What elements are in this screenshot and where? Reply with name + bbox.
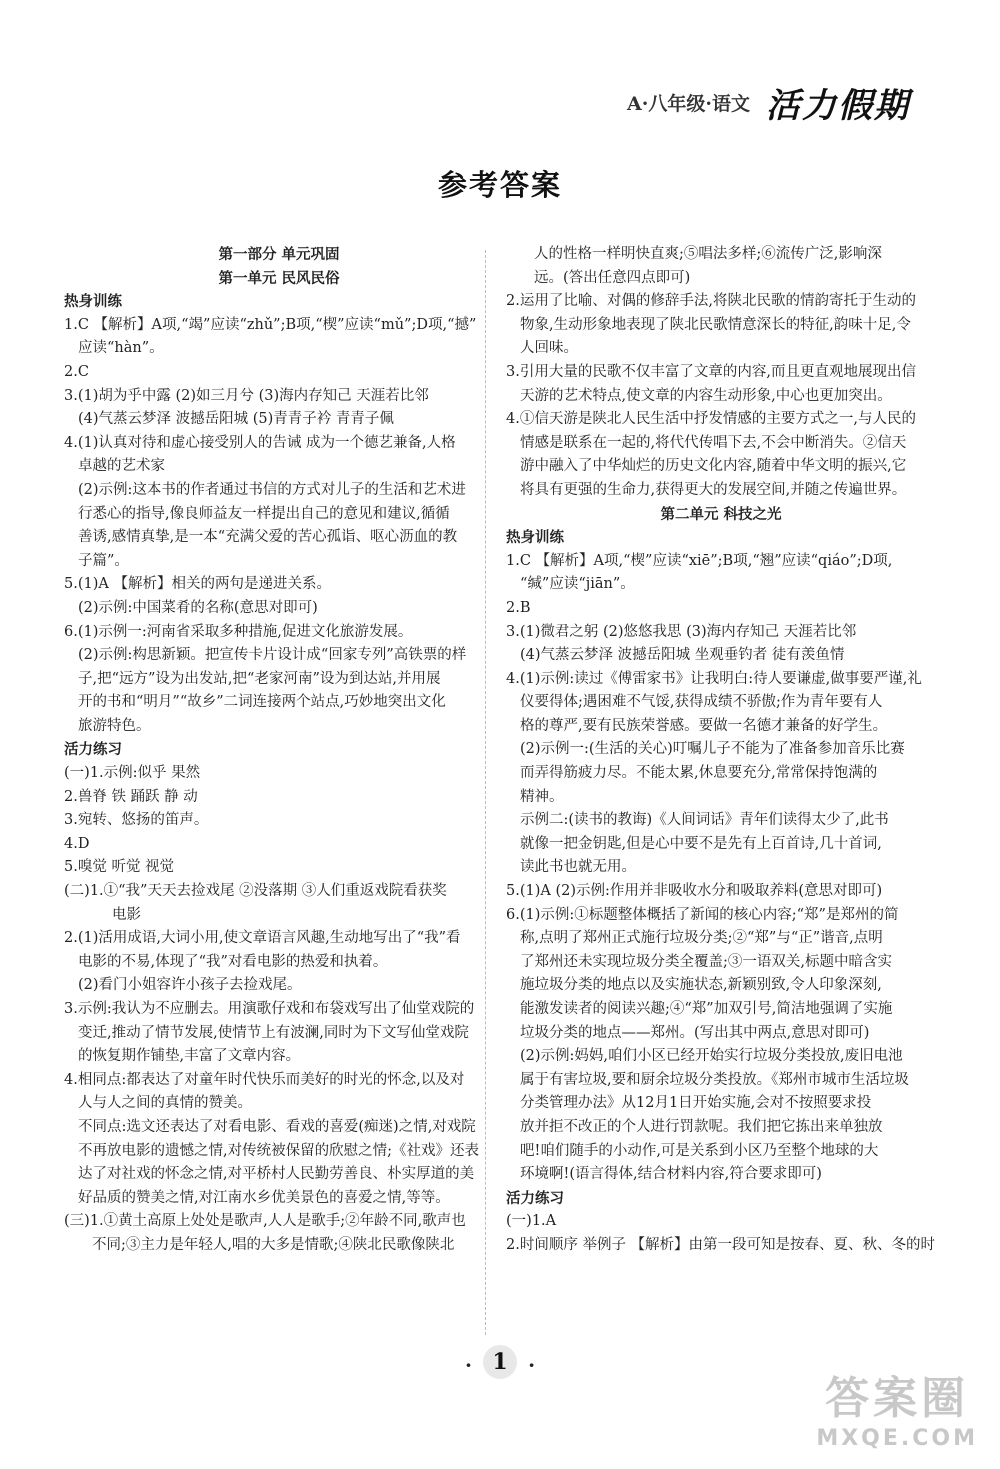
answer-line: 了郑州还未实现垃圾分类全覆盖;③一语双关,标题中暗含实 <box>520 953 892 970</box>
answer-line: 热身训练 <box>64 293 122 311</box>
answer-line: 就像一把金钥匙,但是心中要不是先有上百首诗,几十首词, <box>520 835 882 852</box>
answer-line: 将具有更强的生命力,获得更大的发展空间,并随之传遍世界。 <box>520 481 907 498</box>
answer-line: 远。(答出任意四点即可) <box>534 269 691 286</box>
answer-line: 第一单元 民风民俗 <box>218 269 340 287</box>
answer-line: (2)示例一:(生活的关心)叮嘱儿子不能为了准备参加音乐比赛 <box>520 741 905 758</box>
grade-subject-label: A·八年级·语文 <box>627 93 750 115</box>
watermark <box>816 1362 978 1451</box>
answer-line: 读此书也就无用。 <box>520 859 636 876</box>
answer-line: 4.(1)示例:读过《傅雷家书》让我明白:待人要谦虚,做事要严谨,礼 <box>506 670 922 687</box>
answer-line: 6.(1)示例一:河南省采取多种措施,促进文化旅游发展。 <box>64 623 413 640</box>
answer-line: 开的书和“明月”“故乡”二词连接两个站点,巧妙地突出文化 <box>78 694 446 711</box>
answer-line: 施垃圾分类的地点以及实施状态,新颖别致,令人印象深刻, <box>520 977 882 994</box>
answer-line: 6.(1)示例:①标题整体概括了新闻的核心内容;“郑”是郑州的简 <box>506 906 899 923</box>
answer-line: 格的尊严,要有民族荣誉感。要做一名德才兼备的好学生。 <box>520 717 888 734</box>
answer-line: (2)示例:中国菜肴的名称(意思对即可) <box>78 599 318 616</box>
answer-line: 电影的不易,体现了“我”对看电影的热爱和执着。 <box>78 953 388 970</box>
answer-line: (4)气蒸云梦泽 波撼岳阳城 坐观垂钓者 徒有羡鱼情 <box>520 647 845 664</box>
answer-line: 情感是联系在一起的,将代代传唱下去,不会中断消失。②信天 <box>520 434 907 451</box>
answer-line: 天游的艺术特点,使文章的内容生动形象,中心也更加突出。 <box>520 387 892 404</box>
answer-line: 2.(1)活用成语,大词小用,使文章语言风趣,生动地写出了“我”看 <box>64 930 461 947</box>
answer-line: 称,点明了郑州正式施行垃圾分类;②“郑”与“正”谐音,点明 <box>520 930 883 947</box>
answer-line: 好品质的赞美之情,对江南水乡优美景色的喜爱之情,等等。 <box>78 1189 450 1206</box>
answer-line: 子,把“远方”设为出发站,把“老家河南”设为到达站,并用展 <box>78 670 441 687</box>
answer-line: 而弄得筋疲力尽。不能太累,休息要充分,常常保持饱满的 <box>520 765 878 782</box>
right-column <box>506 243 936 1258</box>
answer-line: 第一部分 单元巩固 <box>218 246 340 263</box>
answer-line: 不同;③主力是年轻人,唱的大多是情歌;④陕北民歌像陕北 <box>92 1236 455 1253</box>
answer-line: 放并拒不改正的个人进行罚款呢。我们把它拣出来单独放 <box>520 1118 883 1135</box>
answer-line: (二)1.①“我”天天去捡戏尾 ②没落期 ③人们重返戏院看获奖 <box>64 883 447 900</box>
answer-line: 3.引用大量的民歌不仅丰富了文章的内容,而且更直观地展现出信 <box>506 363 916 380</box>
answer-line: 不再放电影的遗憾之情,对传统被保留的欣慰之情;《社戏》还表 <box>78 1142 479 1159</box>
watermark-sub: MXQE.COM <box>816 1426 978 1451</box>
answer-line: 2.B <box>506 599 531 616</box>
answer-line: 精神。 <box>520 788 564 805</box>
answer-line: 电影 <box>112 906 141 923</box>
left-column <box>64 243 494 1258</box>
answer-line: 示例二:(读书的教诲)《人间词话》青年们读得太少了,此书 <box>520 812 889 829</box>
answer-line: “缄”应读“jiān”。 <box>520 576 635 593</box>
answer-line: (2)看门小姐容许小孩子去捡戏尾。 <box>78 977 302 994</box>
answer-line: 第二单元 科技之光 <box>660 505 782 523</box>
answer-line: 4.①信天游是陕北人民生活中抒发情感的主要方式之一,与人民的 <box>506 411 916 428</box>
answer-line: 分类管理办法》从12月1日开始实施,会对不按照要求投 <box>520 1095 872 1112</box>
answer-line: 吧!咱们随手的小动作,可是关系到小区乃至整个地球的大 <box>520 1142 879 1159</box>
answer-line: 应读“hàn”。 <box>78 340 164 357</box>
answer-line: 环境啊!(语言得体,结合材料内容,符合要求即可) <box>520 1166 822 1183</box>
answer-line: (一)1.A <box>506 1213 557 1230</box>
answer-line: 4.相同点:都表达了对童年时代快乐而美好的时光的怀念,以及对 <box>64 1071 465 1088</box>
page-title: 参考答案 <box>437 168 562 202</box>
answer-line: 物象,生动形象地表现了陕北民歌情意深长的特征,韵味十足,令 <box>520 316 911 333</box>
answer-line: 不同点:选文还表达了对看电影、看戏的喜爱(痴迷)之情,对戏院 <box>78 1118 476 1135</box>
answer-line: 活力练习 <box>506 1189 564 1207</box>
answer-line: 的恢复期作铺垫,丰富了文章内容。 <box>78 1048 301 1065</box>
page-number: 1 <box>483 1345 517 1379</box>
answer-line: 4.(1)认真对待和虚心接受别人的告诫 成为一个德艺兼备,人格 <box>64 434 456 451</box>
answer-line: 2.运用了比喻、对偶的修辞手法,将陕北民歌的情韵寄托于生动的 <box>506 293 916 310</box>
answer-line: (2)示例:构思新颖。把宣传卡片设计成“回家专列”高铁票的样 <box>78 647 467 664</box>
answer-line: (一)1.示例:似乎 果然 <box>64 765 201 782</box>
answer-line: 1.C 【解析】A项,“竭”应读“zhǔ”;B项,“楔”应读“mǔ”;D项,“撼” <box>64 316 477 333</box>
answer-line: (2)示例:这本书的作者通过书信的方式对儿子的生活和艺术进 <box>78 481 466 498</box>
answer-line: 3.(1)胡为乎中露 (2)如三月兮 (3)海内存知己 天涯若比邻 <box>64 387 429 404</box>
footer-dot-left: · <box>464 1352 472 1377</box>
answer-line: 能激发读者的阅读兴趣;④“郑”加双引号,简洁地强调了实施 <box>520 1001 893 1017</box>
answer-line: 活力练习 <box>64 741 122 759</box>
answer-line: 游中融入了中华灿烂的历史文化内容,随着中华文明的振兴,它 <box>520 458 907 475</box>
answer-line: (三)1.①黄土高原上处处是歌声,人人是歌手;②年龄不同,歌声也 <box>64 1213 466 1230</box>
answer-line: (4)气蒸云梦泽 波撼岳阳城 (5)青青子衿 青青子佩 <box>78 411 394 428</box>
answer-line: 达了对社戏的怀念之情,对平桥村人民勤劳善良、朴实厚道的美 <box>78 1166 475 1183</box>
answer-line: 旅游特色。 <box>78 717 151 734</box>
answer-line: 卓越的艺术家 <box>78 458 165 475</box>
answer-line: 垃圾分类的地点——郑州。(写出其中两点,意思对即可) <box>520 1024 870 1041</box>
answer-line: 人的性格一样明快直爽;⑤唱法多样;⑥流传广泛,影响深 <box>534 246 882 262</box>
footer-dot-right: · <box>528 1352 536 1377</box>
answer-line: 热身训练 <box>506 529 564 547</box>
answer-line: 4.D <box>64 835 90 852</box>
answer-line: 5.(1)A (2)示例:作用并非吸收水分和吸取养料(意思对即可) <box>506 883 883 900</box>
answer-line: 5.(1)A 【解析】相关的两句是递进关系。 <box>64 576 331 593</box>
answer-line: 子篇”。 <box>78 552 129 569</box>
answer-line: 人回味。 <box>520 340 578 357</box>
answer-line: 2.兽脊 铁 踊跃 静 动 <box>64 788 198 805</box>
answer-line: 1.C 【解析】A项,“楔”应读“xiē”;B项,“翘”应读“qiáo”;D项, <box>506 552 893 569</box>
brand-logo: 活力假期 <box>766 86 910 126</box>
answer-line: (2)示例:妈妈,咱们小区已经开始实行垃圾分类投放,废旧电池 <box>520 1048 903 1065</box>
answer-line: 变迁,推动了情节发展,使情节上有波澜,同时为下文写仙堂戏院 <box>78 1024 469 1041</box>
answer-line: 善诱,感情真挚,是一本“充满父爱的苦心孤诣、呕心沥血的教 <box>78 529 458 546</box>
watermark-main: 答案圈 <box>825 1373 970 1424</box>
column-divider <box>485 250 486 1335</box>
answer-line: 行悉心的指导,像良师益友一样提出自己的意见和建议,循循 <box>78 505 450 522</box>
answer-line: 3.(1)微君之躬 (2)悠悠我思 (3)海内存知己 天涯若比邻 <box>506 623 857 640</box>
answer-line: 仪要得体;遇困难不气馁,获得成绩不骄傲;作为青年要有人 <box>520 694 883 711</box>
answer-line: 5.嗅觉 听觉 视觉 <box>64 859 175 876</box>
answer-line: 人与人之间的真情的赞美。 <box>78 1095 252 1112</box>
answer-line: 3.宛转、悠扬的笛声。 <box>64 812 209 829</box>
answer-line: 3.示例:我认为不应删去。用演歌仔戏和布袋戏写出了仙堂戏院的 <box>64 1001 475 1017</box>
answer-line: 2.C <box>64 363 89 380</box>
answer-line: 属于有害垃圾,要和厨余垃圾分类投放。《郑州市城市生活垃圾 <box>520 1071 909 1088</box>
page-header <box>627 78 910 127</box>
answer-line: 2.时间顺序 举例子 【解析】由第一段可知是按春、夏、秋、冬的时 <box>506 1236 936 1253</box>
